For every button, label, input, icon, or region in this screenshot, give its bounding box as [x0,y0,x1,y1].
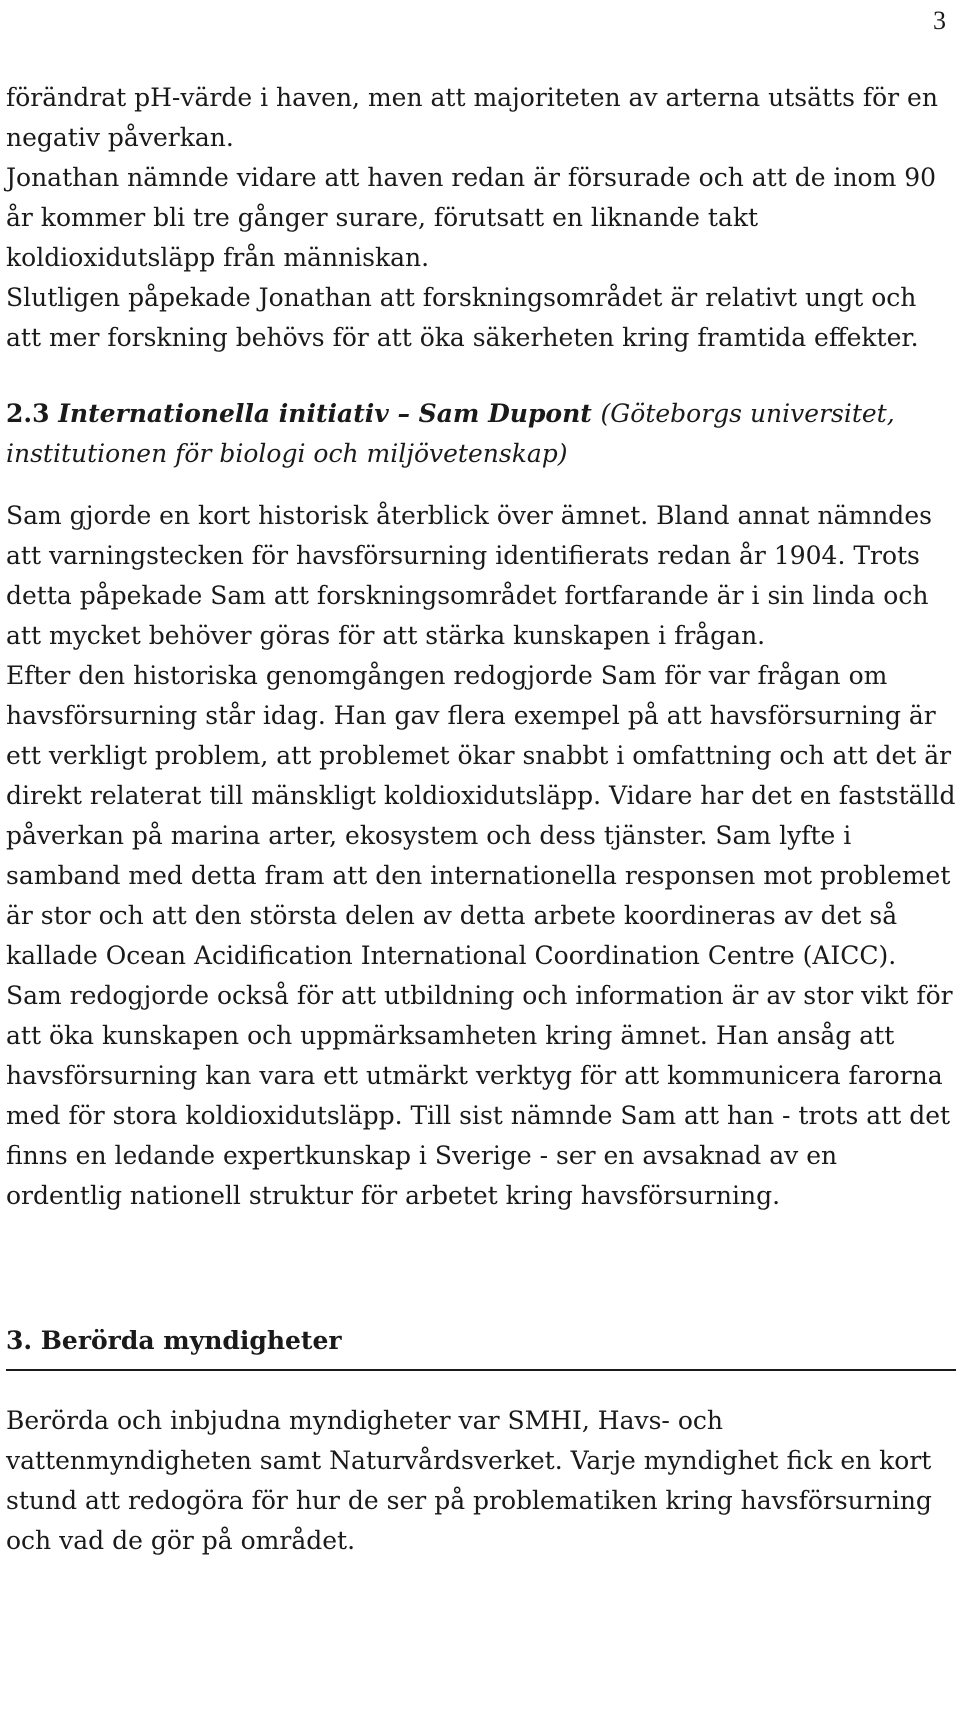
paragraph: Slutligen påpekade Jonathan att forskningsområdet är relativt ungt och att mer forskning behövs för att öka säkerheten kring framtida effekter. [6,283,919,352]
section-title: Internationella initiativ – Sam Dupont [58,399,592,428]
paragraph: Sam redogjorde också för att utbildning och information är av stor vikt för att öka kunskapen och uppmärksamheten kring ämnet. Han ansåg att havsförsurning kan vara ett utmärkt verktyg för att kommunicera farorna med för stora koldioxidutsläpp. Till sist nämnde Sam att han - trots att det finns en ledande expertkunskap i Sverige - ser en avsaknad av en ordentlig nationell struktur för arbetet kring havsförsurning. [6,981,953,1210]
paragraph: Jonathan nämnde vidare att haven redan är försurade och att de inom 90 år kommer bli tre gånger surare, förutsatt en liknande takt koldioxidutsläpp från människan. [6,163,937,272]
section-number: 2.3 [6,399,50,428]
paragraph: förändrat pH-värde i haven, men att majoriteten av arterna utsätts för en negativ påverkan. [6,83,938,152]
section-affiliation: (Göteborgs universitet, institutionen för biologi och miljövetenskap) [6,399,895,468]
section-heading-3: 3. Berörda myndigheter [6,1321,956,1371]
paragraph: Sam gjorde en kort historisk återblick över ämnet. Bland annat nämndes att varningstecken för havsförsurning identifierats redan år 1904. Trots detta påpekade Sam att forskningsområdet fortfarande är i sin linda och att mycket behöver göras för att stärka kunskapen i frågan. [6,501,932,650]
paragraph: Efter den historiska genomgången redogjorde Sam för var frågan om havsförsurning står idag. Han gav flera exempel på att havsförsurning är ett verkligt problem, att problemet ökar snabbt i omfattning och att det är direkt relaterat till mänskligt koldioxidutsläpp. Vidare har det en fastställd påverkan på marina arter, ekosystem och dess tjänster. Sam lyfte i samband med detta fram att den internationella responsen mot problemet är stor och att den största delen av detta arbete koordineras av det så kallade Ocean Acidification International Coordination Centre (AICC). [6,661,956,970]
page-number: 3 [933,6,946,35]
section-heading-2-3 [6,394,956,474]
paragraph: Berörda och inbjudna myndigheter var SMHI, Havs- och vattenmyndigheten samt Naturvårdsverket. Varje myndighet fick en kort stund att redogöra för hur de ser på problematiken kring havsförsurning och vad de gör på området. [6,1406,932,1555]
document-body [6,78,956,1561]
